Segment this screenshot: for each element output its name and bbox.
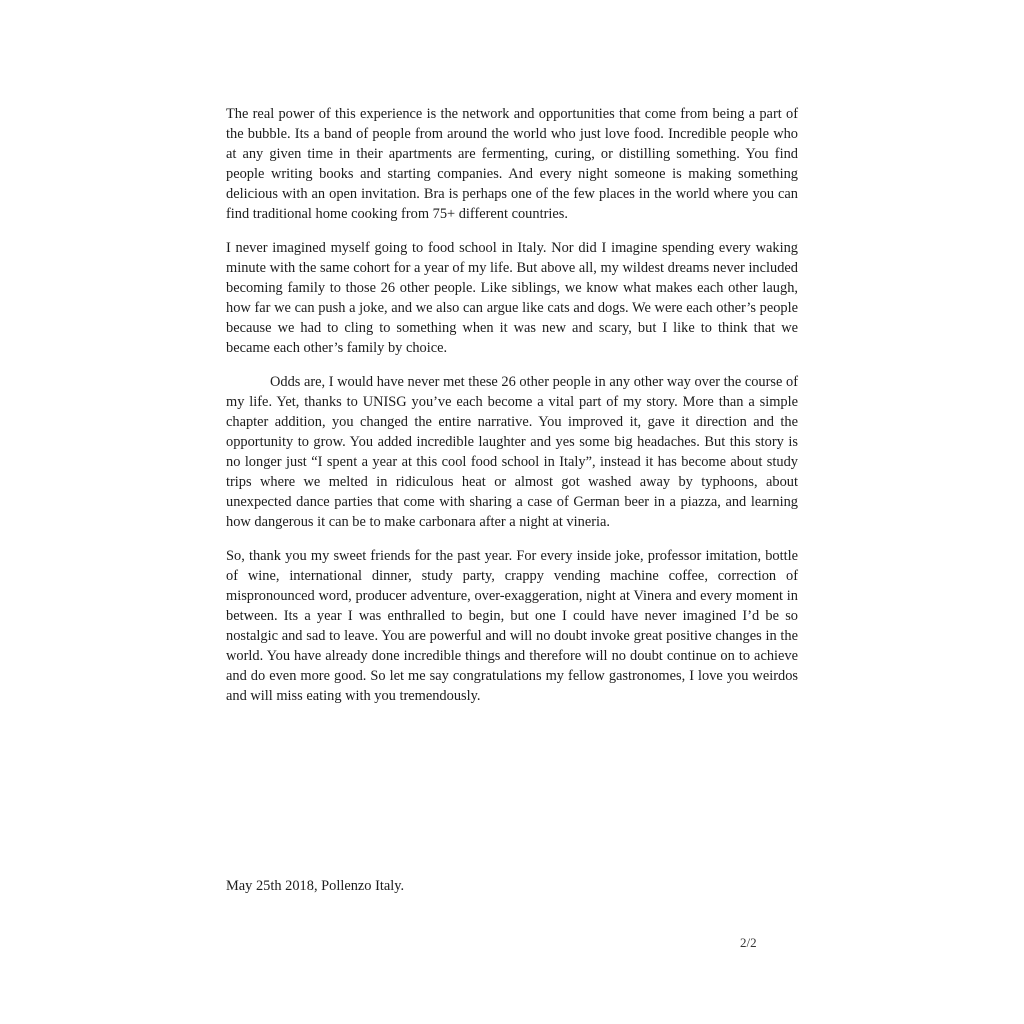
paragraph-thank-you: So, thank you my sweet friends for the past year. For every inside joke, professor imitation, bottle of wine, international dinner, study party, crappy vending machine coffee, correction of mispronounced word, producer adventure, over-exaggeration, night at Vinera and every moment in between. Its a year I was enthralled to begin, but one I could have never imagined I’d be so nostalgic and sad to leave. You are powerful and will no doubt invoke great positive changes in the world. You have already done incredible things and therefore will no doubt continue on to achieve and do even more good. So let me say congratulations my fellow gastronomes, I love you weirdos and will miss eating with you tremendously.: [226, 548, 798, 704]
letter-body: [226, 104, 798, 720]
paragraph-story: Odds are, I would have never met these 26 other people in any other way over the course of my life. Yet, thanks to UNISG you’ve each become a vital part of my story. More than a simple chapter addition, you changed the entire narrative. You improved it, gave it direction and the opportunity to grow. You added incredible laughter and yes some big headaches. But this story is no longer just “I spent a year at this cool food school in Italy”, instead it has become about study trips where we melted in ridiculous heat or almost got washed away by typhoons, about unexpected dance parties that come with sharing a case of German beer in a piazza, and learning how dangerous it can be to make carbonara after a night at vineria.: [226, 374, 798, 530]
date-signoff: May 25th 2018, Pollenzo Italy.: [226, 878, 405, 894]
paragraph-family: I never imagined myself going to food school in Italy. Nor did I imagine spending every waking minute with the same cohort for a year of my life. But above all, my wildest dreams never included becoming family to those 26 other people. Like siblings, we know what makes each other laugh, how far we can push a joke, and we also can argue like cats and dogs. We were each other’s people because we had to cling to something when it was new and scary, but I like to think that we became each other’s family by choice.: [226, 240, 798, 356]
paragraph-network: The real power of this experience is the network and opportunities that come from being a part of the bubble. Its a band of people from around the world who just love food. Incredible people who at any given time in their apartments are fermenting, curing, or distilling something. You find people writing books and starting companies. And every night someone is making something delicious with an open invitation. Bra is perhaps one of the few places in the world where you can find traditional home cooking from 75+ different countries.: [226, 106, 798, 222]
page-number: 2/2: [740, 935, 757, 950]
